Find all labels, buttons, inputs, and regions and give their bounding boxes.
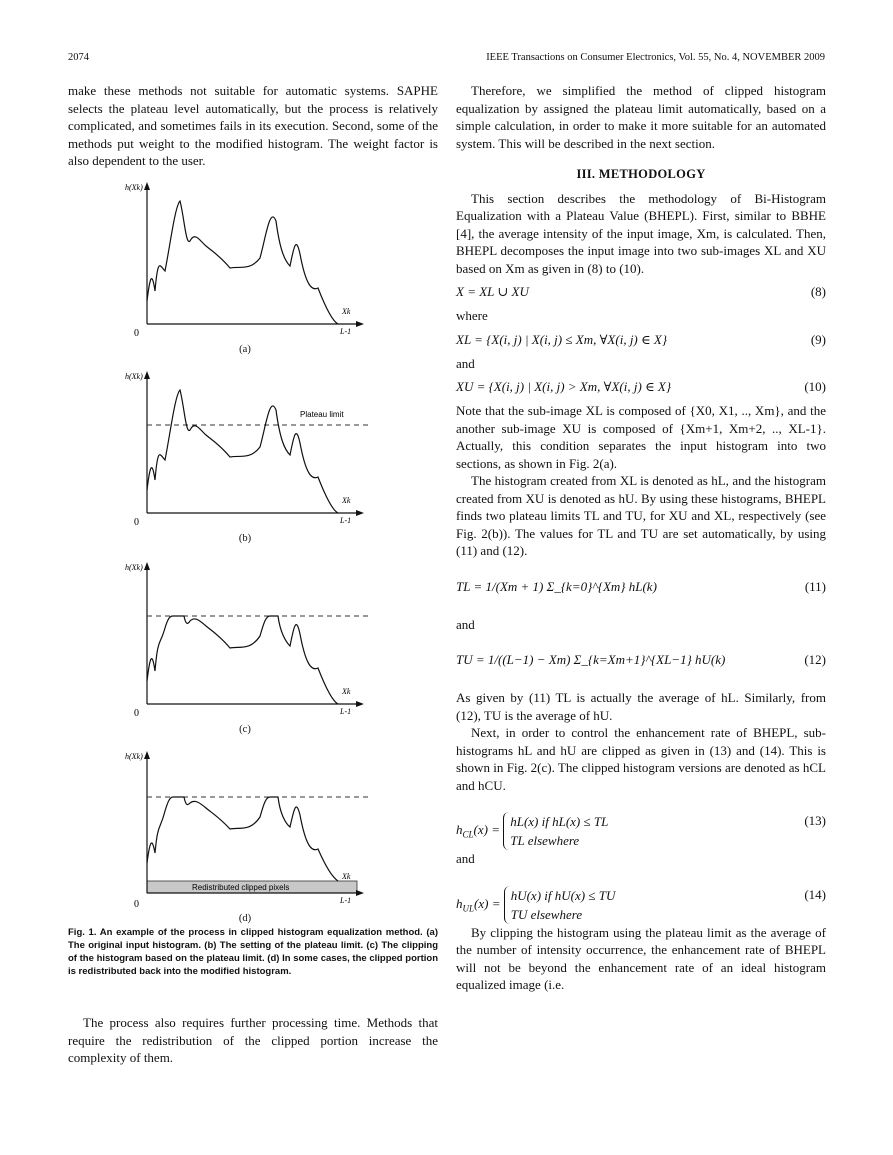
and-text-1: and — [456, 355, 475, 371]
equation-13 — [456, 794, 826, 850]
subfigure-label-d: (d) — [238, 913, 252, 924]
paragraph-1: Therefore, we simplified the method of clipped histogram equalization by assigned the plateau limit automatically, based on a simple calculation, in order to make it more suitable for an automated system. This will be described in the next section. — [456, 83, 826, 151]
equation-9-number: (9) — [810, 331, 826, 347]
origin-label: 0 — [134, 899, 139, 910]
journal-header: IEEE Transactions on Consumer Electronics, Vol. 55, No. 4, NOVEMBER 2009 — [486, 52, 825, 63]
subfigure-label-c: (c) — [239, 724, 251, 735]
equation-10-number: (10) — [804, 379, 826, 394]
left-column — [68, 82, 438, 170]
figure-d — [120, 745, 370, 924]
x-axis-label: Xk — [342, 687, 351, 696]
equation-13-case-1: hL(x) if hL(x) ≤ TL — [510, 814, 609, 829]
paragraph-5: As given by (11) TL is actually the average of hL. Similarly, from (12), TU is the average of hU. — [456, 690, 826, 723]
equation-13-number: (13) — [804, 813, 826, 828]
paragraph-4: The histogram created from XL is denoted as hL, and the histogram created from XU is denoted as hU. By using these histograms, BHEPL finds two plateau limits TL and TU, for XU and XL, respectively (see Fig. 2(b)). The values for TL and TU are set automatically, by using (11) and (12). — [456, 473, 826, 558]
equation-8-number: (8) — [810, 284, 826, 299]
figure-a — [120, 176, 370, 355]
paragraph-7: By clipping the histogram using the plateau limit as the average of the number of intensity occurrence, the enhancement rate of BHEPL will not be beyond the enhancement rate of an ideal histogram equalized image (i.e. — [456, 924, 826, 992]
end-label: L-1 — [340, 896, 352, 905]
y-axis-label: h(Xk) — [125, 372, 143, 381]
equation-8-body: X = XL ∪ XU — [456, 284, 529, 299]
equation-11-body: TL = 1/(Xm + 1) Σ_{k=0}^{Xm} hL(k) — [456, 578, 657, 594]
y-axis-label: h(Xk) — [125, 563, 143, 572]
section-title: III. METHODOLOGY — [576, 167, 706, 181]
where-text: where — [456, 308, 488, 323]
equation-10 — [456, 372, 826, 402]
figure-caption: Fig. 1. An example of the process in clipped histogram equalization method. (a) The original input histogram. (b) The setting of the plateau limit. (c) The clipping of the histogram based on the plateau limit. (d) In some cases, the clipped portion is redistributed back into the modified histogram. — [68, 927, 438, 977]
paragraph-3: Note that the sub-image XL is composed of {X0, X1, .., Xm}, and the another sub-image XU is composed of {Xm+1, Xm+2, .., XL-1}. Actually, this condition separates the input histogram into two sections, as shown in Fig. 2(a). — [456, 403, 826, 471]
equation-12-body: TU = 1/((L−1) − Xm) Σ_{k=Xm+1}^{XL−1} hU(k) — [456, 652, 726, 667]
histogram-plot-a — [120, 176, 370, 342]
page-number: 2074 — [68, 52, 89, 63]
equation-11-number: (11) — [804, 578, 826, 594]
equation-11 — [456, 560, 826, 616]
and-text-2: and — [456, 616, 475, 632]
paragraph-6: Next, in order to control the enhancement rate of BHEPL, sub-histograms hL and hU are clipped as given in (13) and (14). This is shown in Fig. 2(c). The clipped histogram versions are denoted as hCL and hCU. — [456, 725, 826, 793]
y-axis-label: h(Xk) — [125, 183, 143, 192]
histogram-plot-d — [120, 745, 370, 911]
equation-8 — [456, 277, 826, 307]
equation-12-number: (12) — [804, 652, 826, 667]
origin-label: 0 — [134, 708, 139, 719]
equation-14 — [456, 868, 826, 924]
x-axis-label: Xk — [342, 496, 351, 505]
equation-13-case-2: TL elsewhere — [510, 833, 580, 848]
right-column — [456, 82, 826, 994]
intro-paragraph: make these methods not suitable for automatic systems. SAPHE selects the plateau level automatically, but the process is relatively complicated, and sometimes fails in its execution. Second, some of the methods put weight to the modified histogram. The weight factor is also dependent to the user. — [68, 83, 438, 168]
paragraph-2: This section describes the methodology of Bi-Histogram Equalization with a Plateau Value (BHEPL). First, similar to BBHE [4], the average intensity of the input image, Xm, is calculated. Then, BHEPL decomposes the input image into two sub-images XL and XU based on Xm as given in (8) to (10). — [456, 190, 826, 276]
equation-14-body: $h_{UL}(x) = hU(x)$ if hU(x) ≤ TU TU elsewhere — [456, 887, 616, 922]
equation-10-body: XU = {X(i, j) | X(i, j) > Xm, ∀X(i, j) ∈ X} — [456, 379, 672, 394]
redistributed-label: Redistributed clipped pixels — [192, 883, 290, 892]
histogram-plot-c — [120, 556, 370, 722]
figure-b — [120, 365, 370, 544]
equation-13-body: $h_{CL}(x) = hL(x)$ if hL(x) ≤ TL TL elsewhere — [456, 814, 609, 848]
closing-paragraph: The process also requires further processing time. Methods that require the redistribution of the clipped portion increase the complexity of them. — [68, 1015, 438, 1065]
end-label: L-1 — [340, 516, 352, 525]
origin-label: 0 — [134, 328, 139, 339]
equation-14-case-2: TU elsewhere — [510, 906, 583, 922]
subfigure-label-a: (a) — [239, 344, 251, 355]
origin-label: 0 — [134, 517, 139, 528]
equation-9-body: XL = {X(i, j) | X(i, j) ≤ Xm, ∀X(i, j) ∈ X} — [456, 331, 668, 347]
histogram-plot-b — [120, 365, 370, 531]
left-closing — [68, 1014, 438, 1067]
equation-12 — [456, 633, 826, 689]
subfigure-label-b: (b) — [238, 533, 252, 544]
equation-14-cases — [504, 886, 616, 924]
x-axis-label: Xk — [342, 872, 351, 881]
end-label: L-1 — [340, 707, 352, 716]
end-label: L-1 — [340, 327, 352, 336]
and-text-3: and — [456, 851, 475, 866]
equation-13-cases — [503, 812, 608, 850]
equation-14-case-1: hU(x) if hU(x) ≤ TU — [510, 887, 616, 903]
figure-c — [120, 556, 370, 735]
equation-9 — [456, 325, 826, 355]
plateau-limit-label: Plateau limit — [300, 410, 344, 419]
x-axis-label: Xk — [342, 307, 351, 316]
y-axis-label: h(Xk) — [125, 752, 143, 761]
equation-14-number: (14) — [804, 886, 826, 902]
